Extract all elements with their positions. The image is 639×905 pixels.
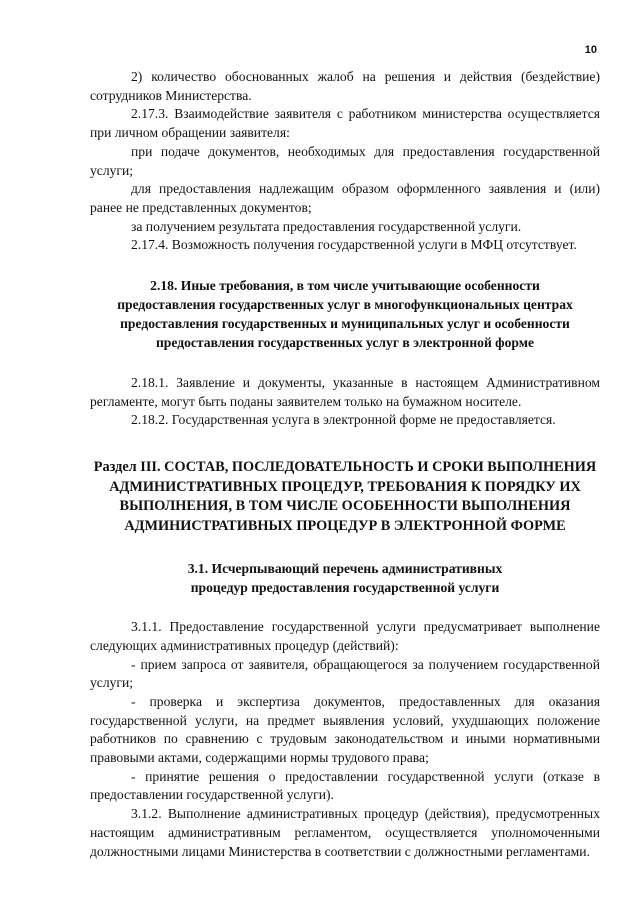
heading-line: 3.1. Исчерпывающий перечень административных [187,561,503,577]
paragraph-complaints: 2) количество обоснованных жалоб на решения и действия (бездействие) сотрудников Министерства. [90,69,600,103]
section-2-18-body [90,374,600,430]
heading-line: 2.18. Иные требования, в том числе учитывающие особенности [150,278,540,294]
heading-line: АДМИНИСТРАТИВНЫХ ПРОЦЕДУР В ЭЛЕКТРОННОЙ ФОРМЕ [124,517,566,534]
paragraph-application: для предоставления надлежащим образом оформленного заявления и (или) ранее не представленных документов; [90,181,600,215]
paragraph-result: за получением результата предоставления государственной услуги. [131,218,522,234]
heading-line: процедур предоставления государственной услуги [190,580,500,596]
paragraph-2-18-1: 2.18.1. Заявление и документы, указанные в настоящем Административном регламенте, могут быть поданы заявителем только на бумажном носителе. [90,375,600,409]
section-3-heading [90,458,600,536]
section-2-17-continued [90,68,600,255]
page-number: 10 [584,44,597,56]
heading-line: предоставления государственных услуг в электронной форме [155,335,535,351]
paragraph-2-17-4: 2.17.4. Возможность получения государственной услуги в МФЦ отсутствует. [131,237,577,253]
paragraph-2-17-3: 2.17.3. Взаимодействие заявителя с работником министерства осуществляется при личном обращении заявителя: [90,106,600,141]
list-item-expertise: - проверка и экспертиза документов, предоставленных для оказания государственной услуги, на предмет выявления условий, ухудшающих положение работников по сравнению с трудовым законодательством и иными нормативными правовыми актами, содержащими нормы трудового права; [90,693,600,766]
paragraph-submission: при подаче документов, необходимых для предоставления государственной услуги; [90,143,600,178]
section-3-1-body [90,618,600,861]
heading-3-1 [90,559,600,597]
list-item-decision: - принятие решения о предоставлении государственной услуги (отказе в предоставлении государственной услуги). [90,768,600,803]
document-body [90,68,600,861]
heading-line: предоставления государственных услуг в многофункциональных центрах [117,297,573,313]
heading-line: АДМИНИСТРАТИВНЫХ ПРОЦЕДУР, ТРЕБОВАНИЯ К ПОРЯДКУ ИХ [109,478,581,495]
heading-line: ВЫПОЛНЕНИЯ, В ТОМ ЧИСЛЕ ОСОБЕННОСТИ ВЫПОЛНЕНИЯ [119,498,571,515]
paragraph-2-18-2: 2.18.2. Государственная услуга в электронной форме не предоставляется. [131,412,556,428]
heading-2-18 [90,276,600,352]
list-item-request: - прием запроса от заявителя, обращающегося за получением государственной услуги; [90,656,600,691]
paragraph-3-1-2: 3.1.2. Выполнение административных процедур (действия), предусмотренных настоящим административным регламентом, осуществляется уполномоченными должностными лицами Министерства в соответствии с должностными регламентами. [90,806,600,859]
heading-line: предоставления государственных и муниципальных услуг и особенности [120,316,570,332]
heading-line: Раздел III. СОСТАВ, ПОСЛЕДОВАТЕЛЬНОСТЬ И СРОКИ ВЫПОЛНЕНИЯ [93,459,597,476]
paragraph-3-1-1: 3.1.1. Предоставление государственной услуги предусматривает выполнение следующих административных процедур (действий): [90,619,600,653]
